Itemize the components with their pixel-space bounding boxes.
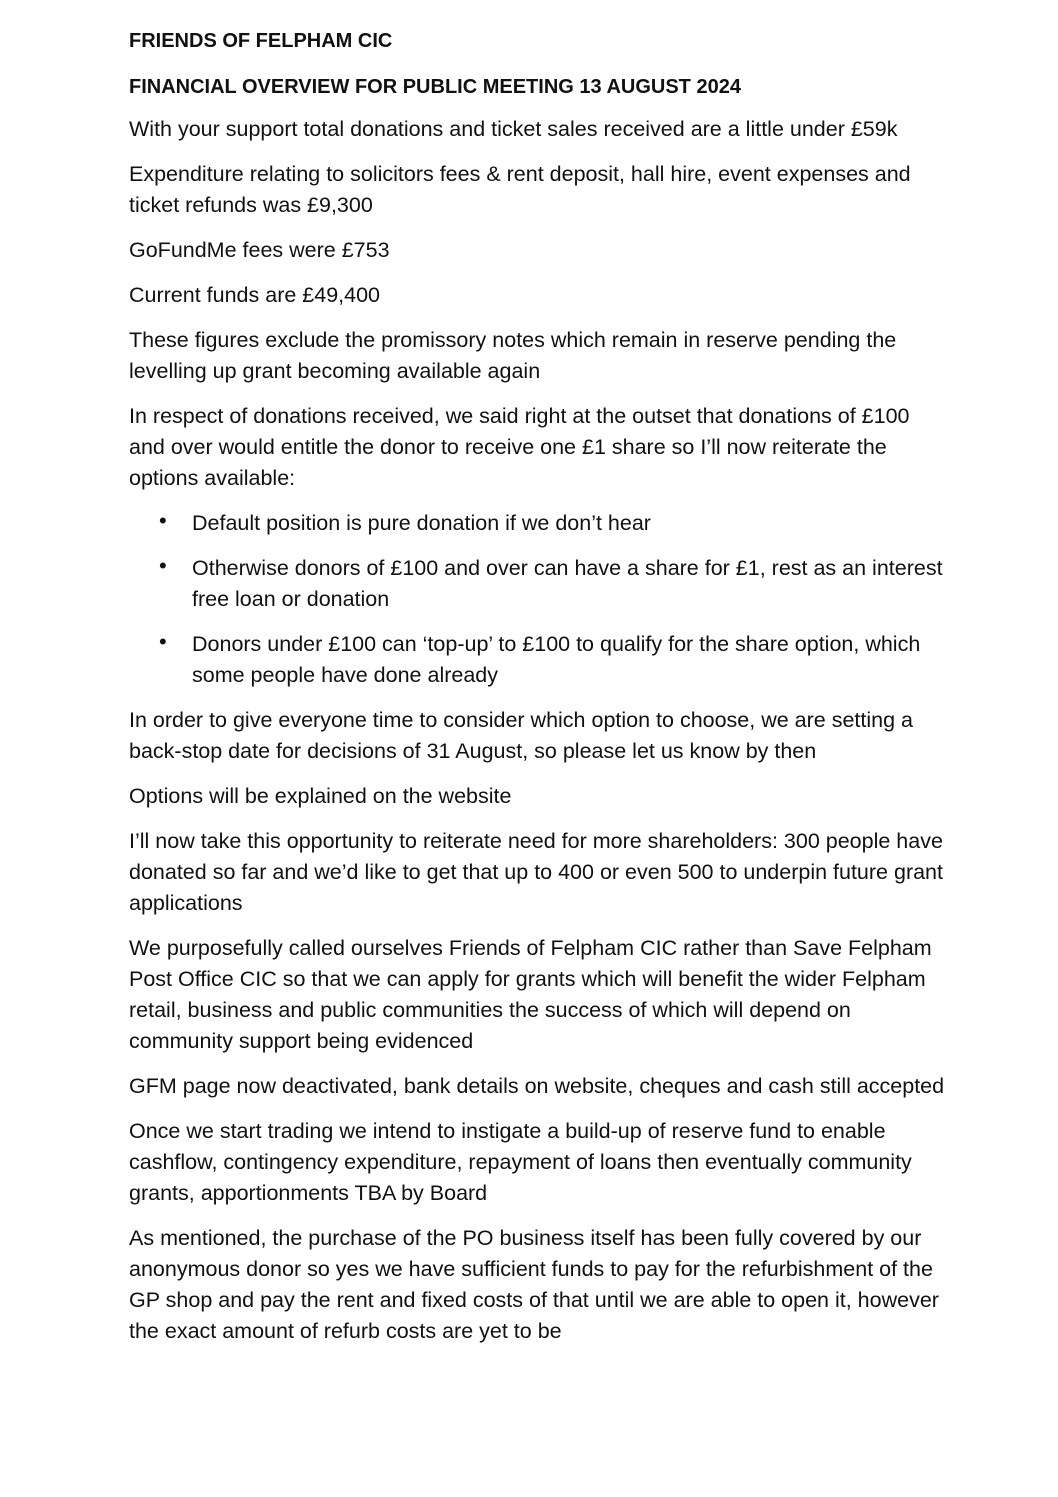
list-item: [129, 508, 949, 539]
paragraph-current-funds: Current funds are £49,400: [129, 283, 380, 307]
option-text: Default position is pure donation if we don’t hear: [192, 511, 651, 535]
paragraph-backstop-date: In order to give everyone time to consider which option to choose, we are setting a back-stop date for decisions of 31 August, so please let us know by then: [129, 708, 913, 763]
option-text: Donors under £100 can ‘top-up’ to £100 to qualify for the share option, which some people have done already: [192, 632, 921, 687]
paragraph-gfm-deactivated: GFM page now deactivated, bank details on website, cheques and cash still accepted: [129, 1074, 945, 1098]
document-subtitle: FINANCIAL OVERVIEW FOR PUBLIC MEETING 13 AUGUST 2024: [129, 76, 741, 98]
option-text: Otherwise donors of £100 and over can have a share for £1, rest as an interest free loan or donation: [192, 556, 943, 611]
paragraph-gofundme-fees: GoFundMe fees were £753: [129, 238, 390, 262]
bullet-icon: •: [159, 508, 167, 533]
bullet-icon: •: [159, 629, 167, 654]
list-item: [129, 629, 949, 691]
bullet-icon: •: [159, 553, 167, 578]
list-item: [129, 553, 949, 615]
paragraph-promissory-notes: These figures exclude the promissory notes which remain in reserve pending the levelling up grant becoming available again: [129, 328, 897, 383]
paragraph-reserve-fund: Once we start trading we intend to instigate a build-up of reserve fund to enable cashflow, contingency expenditure, repayment of loans then eventually community grants, apportionments TBA by Board: [129, 1119, 912, 1205]
paragraph-donations-total: With your support total donations and ticket sales received are a little under £59k: [129, 117, 898, 141]
document-page: [129, 28, 949, 1361]
paragraph-options-website: Options will be explained on the website: [129, 784, 512, 808]
paragraph-more-shareholders: I’ll now take this opportunity to reiterate need for more shareholders: 300 people have donated so far and we’d like to get that up to 400 or even 500 to underpin future grant applications: [129, 829, 943, 915]
options-list: [129, 508, 949, 691]
paragraph-donation-options-intro: In respect of donations received, we said right at the outset that donations of £100 and over would entitle the donor to receive one £1 share so I’ll now reiterate the options available:: [129, 404, 910, 490]
paragraph-cic-name: We purposefully called ourselves Friends of Felpham CIC rather than Save Felpham Post Office CIC so that we can apply for grants which will benefit the wider Felpham retail, business and public communities the success of which will depend on community support being evidenced: [129, 936, 932, 1053]
org-title: FRIENDS OF FELPHAM CIC: [129, 30, 393, 52]
paragraph-po-purchase: As mentioned, the purchase of the PO business itself has been fully covered by our anonymous donor so yes we have sufficient funds to pay for the refurbishment of the GP shop and pay the rent and fixed costs of that until we are able to open it, however the exact amount of refurb costs are yet to be: [129, 1226, 939, 1343]
paragraph-expenditure: Expenditure relating to solicitors fees & rent deposit, hall hire, event expenses and ticket refunds was £9,300: [129, 162, 911, 217]
